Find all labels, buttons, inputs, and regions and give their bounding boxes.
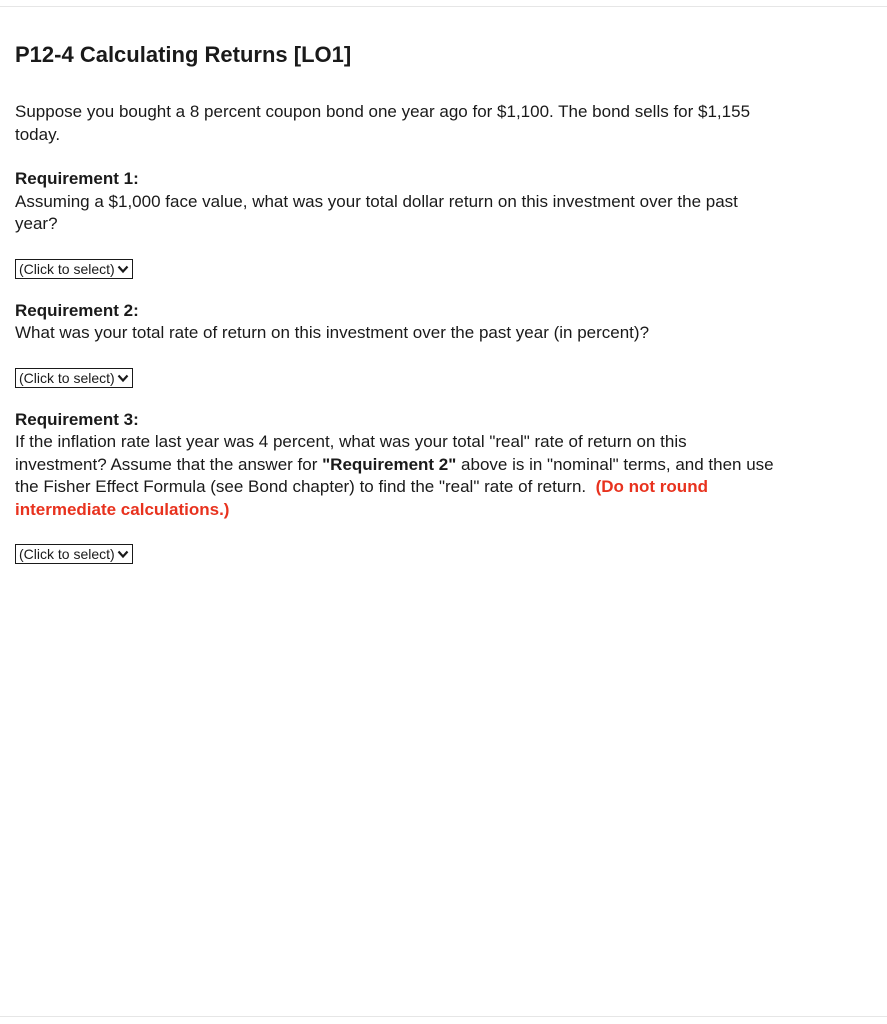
problem-intro: Suppose you bought a 8 percent coupon bond one year ago for $1,100. The bond sells for $1,155 today.	[15, 102, 751, 144]
requirement-1-text: Assuming a $1,000 face value, what was your total dollar return on this investment over the past year?	[15, 191, 738, 233]
requirement-1-select[interactable]	[15, 259, 133, 279]
top-divider	[0, 6, 887, 7]
problem-content	[15, 40, 775, 564]
requirement-3-text	[15, 431, 775, 521]
requirement-3-select-value: (Click to select)	[19, 546, 115, 562]
rounding-note: (Do not round intermediate calculations.)	[15, 477, 708, 519]
requirement-1-select-value: (Click to select)	[19, 260, 115, 277]
requirement-3-text-part2: above is in "nominal" terms, and then use the Fisher Effect Formula (see Bond chapter) to find the "real" rate of return.	[15, 454, 774, 496]
requirement-1	[15, 168, 775, 236]
chevron-down-icon	[117, 260, 129, 278]
requirement-2-select-value: (Click to select)	[19, 369, 115, 386]
requirement-2-text: What was your total rate of return on this investment over the past year (in percent)?	[15, 323, 650, 342]
requirement-2	[15, 300, 775, 345]
requirement-3-text-part1: If the inflation rate last year was 4 percent, what was your total "real" rate of return on this investment? Assume that the answer for	[15, 432, 687, 474]
requirement-3	[15, 409, 775, 522]
requirement-3-select[interactable]	[15, 544, 133, 564]
requirement-1-title: Requirement 1:	[15, 169, 139, 188]
chevron-down-icon	[117, 545, 129, 563]
requirement-2-select[interactable]	[15, 368, 133, 388]
bottom-divider	[0, 1016, 887, 1017]
chevron-down-icon	[117, 369, 129, 387]
requirement-3-title: Requirement 3:	[15, 409, 139, 429]
requirement-3-text-bold: "Requirement 2"	[322, 454, 457, 474]
requirement-2-title: Requirement 2:	[15, 300, 139, 320]
problem-title: P12-4 Calculating Returns [LO1]	[15, 42, 352, 67]
